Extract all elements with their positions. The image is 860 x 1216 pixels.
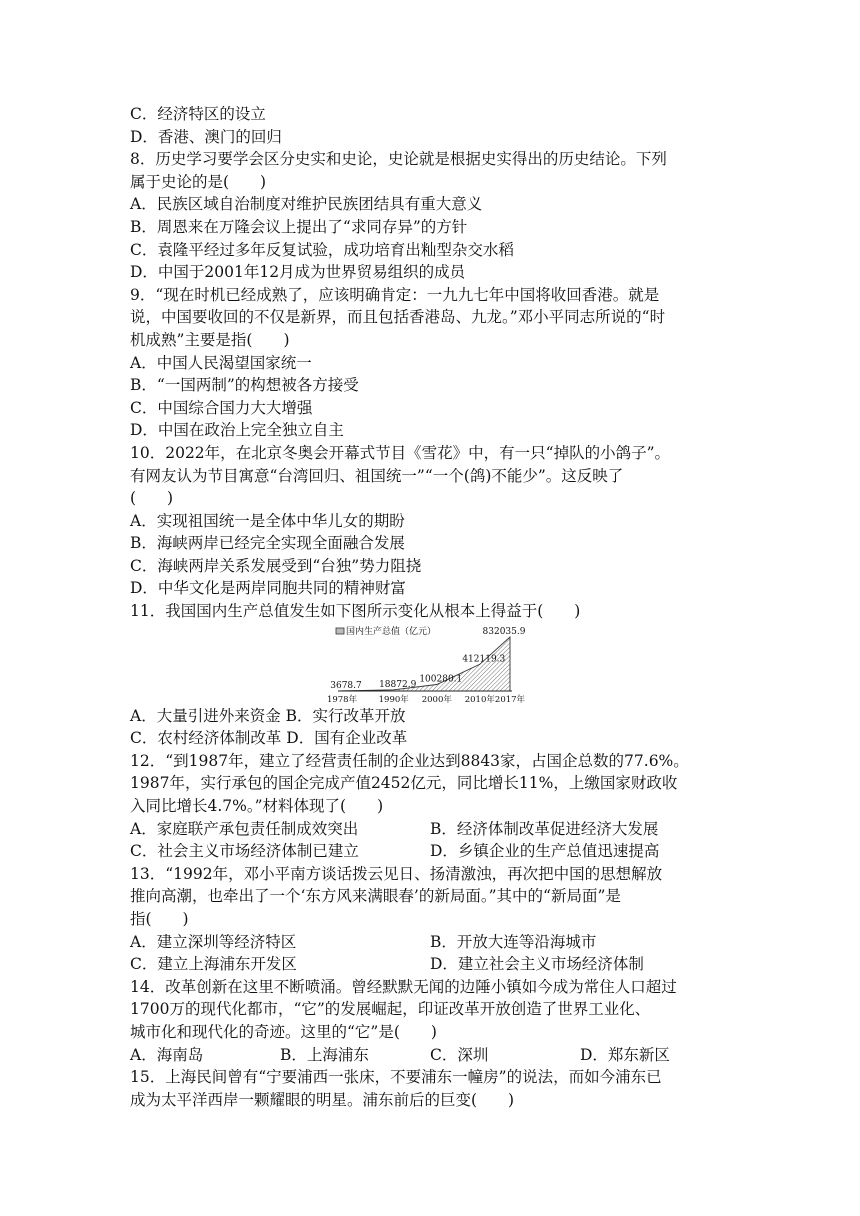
question-13 xyxy=(130,863,730,931)
questions-8-11 xyxy=(130,103,730,623)
x-tick-label: 1990年 xyxy=(378,694,409,705)
text-line: 属于史论的是( ) xyxy=(130,172,267,191)
text-line: 1987年，实行承包的国企完成产值2452亿元，同比增长11%，上缴国家财政收 xyxy=(130,774,678,793)
text-line: C．中国综合国力大大增强 xyxy=(130,398,313,417)
legend-label: 国内生产总值（亿元） xyxy=(346,626,437,637)
text-line: A．中国人民渴望国家统一 xyxy=(130,353,312,372)
text-line: B．周恩来在万隆会议上提出了“求同存异”的方针 xyxy=(130,217,468,236)
option: D．乡镇企业的生产总值迅速提高 xyxy=(430,842,660,861)
text-line: 城市化和现代化的奇迹。这里的“它”是( ) xyxy=(130,1022,437,1041)
option: C．深圳 xyxy=(430,1045,489,1064)
question-15 xyxy=(130,1066,730,1111)
q13-options xyxy=(130,931,730,976)
text-line: A．民族区域自治制度对维护民族团结具有重大意义 xyxy=(130,195,483,214)
text-line: 15．上海民间曾有“宁要浦西一张床，不要浦东一幢房”的说法，而如今浦东已 xyxy=(130,1068,662,1087)
q14-options xyxy=(130,1044,730,1067)
legend-swatch xyxy=(336,628,344,634)
option: A．海南岛 xyxy=(130,1045,204,1064)
text-line: 1700万的现代化都市，“它”的发展崛起，印证改革开放创造了世界工业化、 xyxy=(130,1000,651,1019)
text-line: B．海峡两岸已经完全实现全面融合发展 xyxy=(130,534,405,553)
text-line: 机成熟”主要是指( ) xyxy=(130,330,290,349)
x-tick-label: 2017年 xyxy=(494,694,526,705)
option-row xyxy=(130,840,730,863)
text-line: B．“一国两制”的构想被各方接受 xyxy=(130,376,359,395)
text-line: 13．“1992年，邓小平南方谈话拨云见日、扬清激浊，再次把中国的思想解放 xyxy=(130,864,663,883)
x-tick-label: 2000年 xyxy=(421,694,452,705)
data-label: 832035.9 xyxy=(482,626,526,637)
text-line: 入同比增长4.7%。”材料体现了( ) xyxy=(130,797,384,816)
text-line: D．中华文化是两岸同胞共同的精神财富 xyxy=(130,579,406,598)
text-line: A．大量引进外来资金 B．实行改革开放 xyxy=(130,706,406,725)
data-label: 412119.3 xyxy=(462,653,506,664)
exam-page xyxy=(130,103,730,1111)
text-line: C．袁隆平经过多年反复试验，成功培育出籼型杂交水稻 xyxy=(130,240,514,259)
option: C．建立上海浦东开发区 xyxy=(130,955,297,974)
text-line: A．实现祖国统一是全体中华儿女的期盼 xyxy=(130,511,405,530)
text-line: D．香港、澳门的回归 xyxy=(130,127,282,146)
gdp-area-chart xyxy=(326,623,530,705)
text-line: 11．我国国内生产总值发生如下图所示变化从根本上得益于( ) xyxy=(130,602,581,621)
option: B．上海浦东 xyxy=(280,1045,369,1064)
text-line: ( ) xyxy=(130,489,174,508)
question-14 xyxy=(130,976,730,1044)
text-line: D．中国在政治上完全独立自主 xyxy=(130,421,344,440)
text-line: 指( ) xyxy=(130,910,189,928)
text-line: 14．改革创新在这里不断喷涌。曾经默默无闻的边陲小镇如今成为常住人口超过 xyxy=(130,977,677,996)
option-row xyxy=(130,818,730,841)
option: C．社会主义市场经济体制已建立 xyxy=(130,842,359,861)
gdp-chart xyxy=(130,623,730,705)
data-label: 3678.7 xyxy=(330,680,362,691)
option: D．郑东新区 xyxy=(580,1045,670,1064)
text-line: 成为太平洋西岸一颗耀眼的明星。浦东前后的巨变( ) xyxy=(130,1090,515,1109)
option: A．建立深圳等经济特区 xyxy=(130,932,297,951)
text-line: 有网友认为节目寓意“台湾回归、祖国统一”“一个(鸽)不能少”。这反映了 xyxy=(130,466,624,485)
text-line: C．海峡两岸关系发展受到“台独”势力阻挠 xyxy=(130,556,422,575)
text-line: 10．2022年，在北京冬奥会开幕式节目《雪花》中，有一只“掉队的小鸽子”。 xyxy=(130,443,671,462)
option: A．家庭联产承包责任制成效突出 xyxy=(130,819,359,838)
option: D．建立社会主义市场经济体制 xyxy=(430,955,644,974)
text-line: 8．历史学习要学会区分史实和史论，史论就是根据史实得出的历史结论。下列 xyxy=(130,150,667,169)
text-line: C．农村经济体制改革 D．国有企业改革 xyxy=(130,729,408,748)
text-line: 说，中国要收回的不仅是新界，而且包括香港岛、九龙。”邓小平同志所说的“时 xyxy=(130,308,666,327)
x-tick-label: 2010年 xyxy=(464,694,495,705)
option-row xyxy=(130,931,730,954)
text-line: 12．“到1987年，建立了经营责任制的企业达到8843家，占国企总数的77.6%。 xyxy=(130,751,689,770)
data-label: 100280.1 xyxy=(419,674,463,685)
q12-options xyxy=(130,818,730,863)
text-line: 9．“现在时机已经成熟了，应该明确肯定：一九九七年中国将收回香港。就是 xyxy=(130,285,660,304)
questions-11-12 xyxy=(130,705,730,818)
text-line: C．经济特区的设立 xyxy=(130,105,266,123)
text-line: 推向高潮，也牵出了一个‘东方风来满眼春’的新局面。”其中的“新局面”是 xyxy=(130,887,621,906)
data-label: 18872.9 xyxy=(379,679,417,690)
option-row xyxy=(130,953,730,976)
text-line: D．中国于2001年12月成为世界贸易组织的成员 xyxy=(130,263,466,282)
x-tick-label: 1978年 xyxy=(326,694,358,705)
option: B．开放大连等沿海城市 xyxy=(430,932,597,951)
option: B．经济体制改革促进经济大发展 xyxy=(430,819,659,838)
